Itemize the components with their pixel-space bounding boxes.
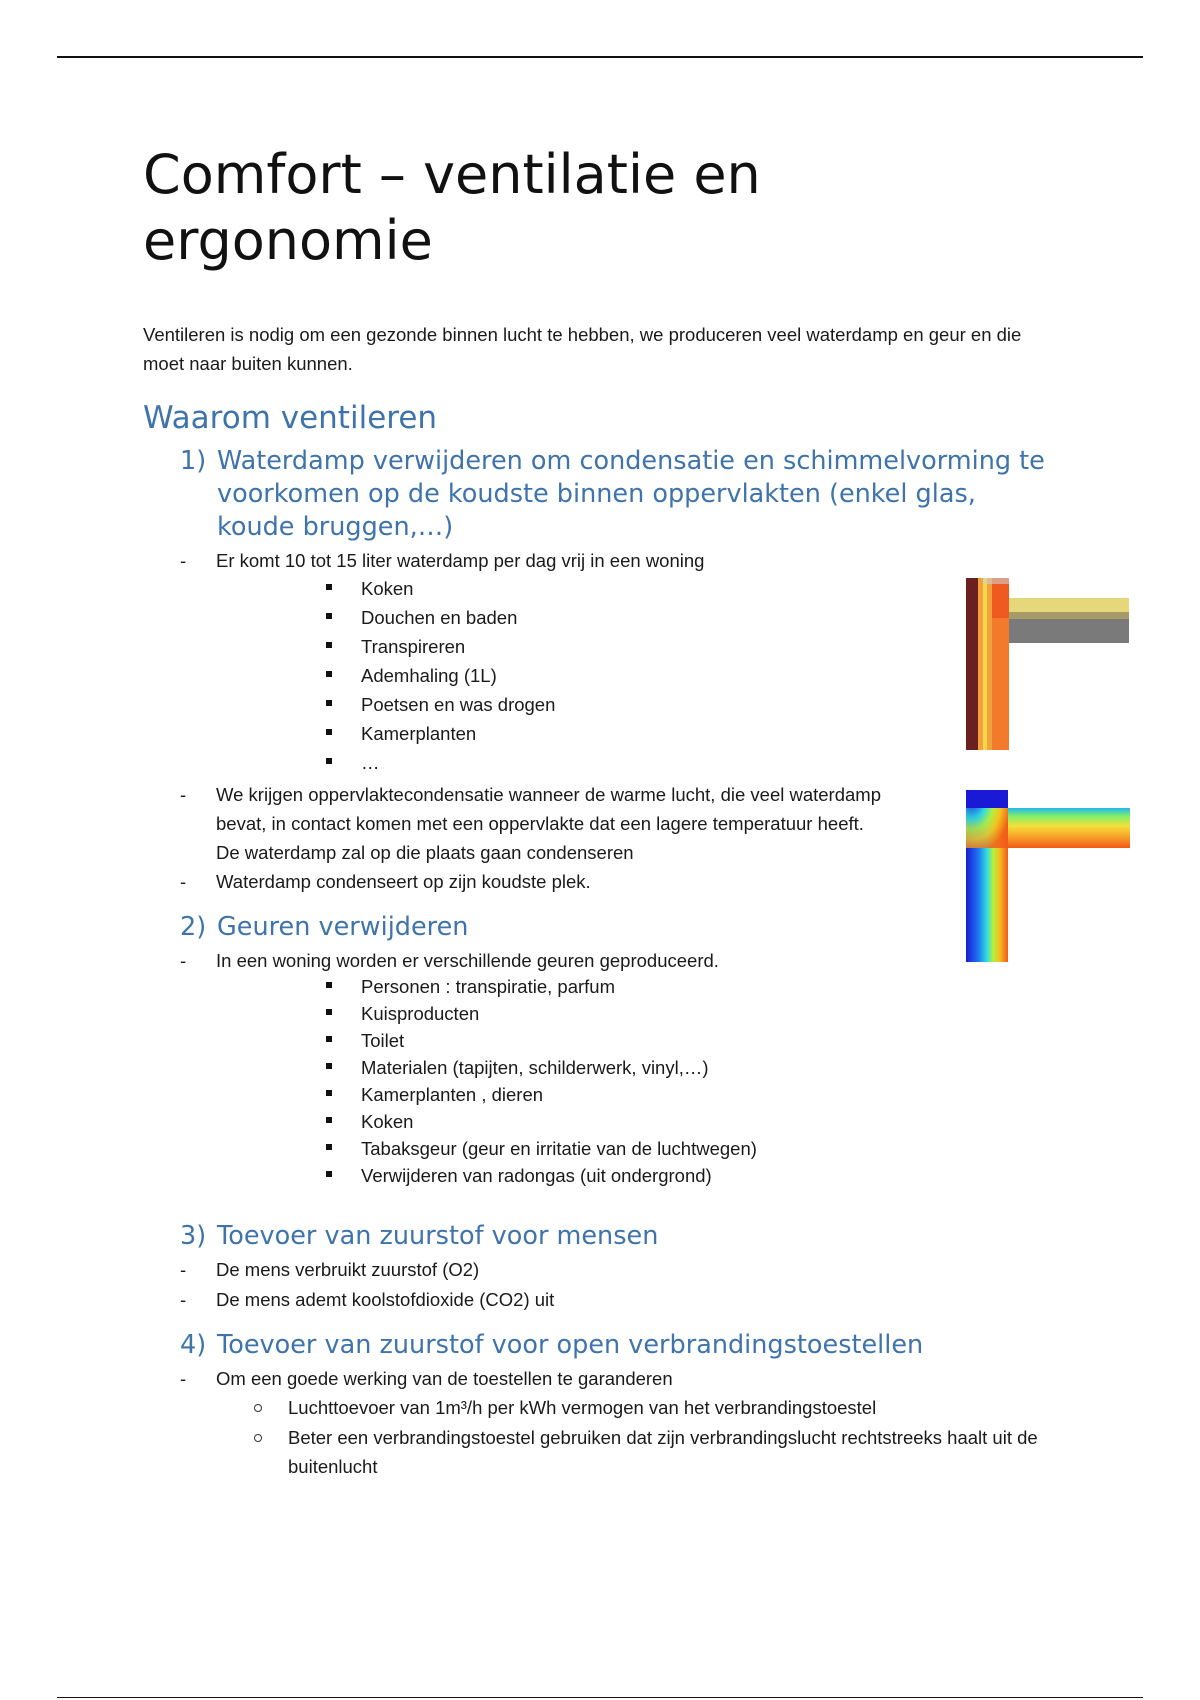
dash-marker: - (180, 950, 187, 971)
list-item: Poetsen en was drogen (361, 694, 556, 715)
list-item: We krijgen oppervlaktecondensatie wanneer de warme lucht, die veel waterdamp bevat, in contact komen met een oppervlakte dat een lagere temperatuur heeft. De waterdamp zal op die plaats gaan condenseren (216, 784, 881, 863)
bullet-marker (326, 729, 332, 735)
list-item: Personen : transpiratie, parfum (361, 976, 615, 997)
dash-marker: - (180, 1259, 187, 1280)
list-item: Kamerplanten (361, 723, 477, 744)
insulation-layer (1009, 598, 1129, 614)
wall-section-diagram (966, 578, 1130, 753)
subheading-1: 1) Waterdamp verwijderen om condensatie en schimmelvorming te voorkomen op de koudste binnen oppervlakten (enkel glas, koude bruggen,…) (180, 446, 1045, 542)
list-item: Om een goede werking van de toestellen te garanderen (216, 1368, 673, 1389)
wall-cavity (983, 578, 987, 750)
dash-marker: - (180, 784, 187, 805)
list-item: In een woning worden er verschillende geuren geproduceerd. (216, 950, 719, 971)
bullet-marker (326, 1117, 332, 1123)
dash-marker: - (180, 871, 187, 892)
bullet-marker (326, 700, 332, 706)
list-item: Verwijderen van radongas (uit ondergrond) (361, 1165, 712, 1186)
bullet-marker (326, 1144, 332, 1150)
list-item: Tabaksgeur (geur en irritatie van de luchtwegen) (361, 1138, 757, 1159)
list-item: Ademhaling (1L) (361, 665, 497, 686)
list-item: Koken (361, 1111, 414, 1132)
roof-temperature-field (1008, 808, 1130, 848)
dash-marker: - (180, 1289, 187, 1310)
bullet-marker (326, 584, 332, 590)
intro-paragraph: Ventileren is nodig om een gezonde binnen lucht te hebben, we produceren veel waterdamp en geur en die moet naar buiten kunnen. (143, 324, 1022, 374)
list-item: Douchen en baden (361, 607, 518, 628)
wall-cap (983, 578, 1009, 584)
list-item: Materialen (tapijten, schilderwerk, vinyl,…) (361, 1057, 709, 1078)
list-item: Luchttoevoer van 1m³/h per kWh vermogen van het verbrandingstoestel (288, 1397, 877, 1418)
subheading-3: 3) Toevoer van zuurstof voor mensen (180, 1221, 659, 1251)
dash-marker: - (180, 1368, 187, 1389)
list-item: Kuisproducten (361, 1003, 480, 1024)
bullet-marker (326, 1090, 332, 1096)
list-item: Transpireren (361, 636, 466, 657)
thermal-simulation-diagram (966, 790, 1130, 964)
bullet-marker (326, 1171, 332, 1177)
top-rule (57, 56, 1143, 58)
bullet-marker (326, 982, 332, 988)
bullet-marker (326, 642, 332, 648)
list-item: Waterdamp condenseert op zijn koudste plek. (216, 871, 591, 892)
circle-marker (254, 1404, 262, 1412)
roof-slab (1009, 619, 1129, 643)
dash-marker: - (180, 550, 187, 571)
list-item: De mens ademt koolstofdioxide (CO2) uit (216, 1289, 555, 1310)
list-item: Beter een verbrandingstoestel gebruiken dat zijn verbrandingslucht rechtstreeks haalt uit de buitenlucht (288, 1427, 1038, 1477)
page-title: Comfort – ventilatie en ergonomie (143, 143, 761, 272)
list-item: Kamerplanten , dieren (361, 1084, 544, 1105)
bullet-marker (326, 1009, 332, 1015)
subheading-4: 4) Toevoer van zuurstof voor open verbrandingstoestellen (180, 1330, 924, 1360)
bullet-marker (326, 613, 332, 619)
section-heading: Waarom ventileren (143, 400, 438, 436)
bottom-rule (57, 1697, 1143, 1698)
list-item: De mens verbruikt zuurstof (O2) (216, 1259, 480, 1280)
bullet-marker (326, 1036, 332, 1042)
list-item: … (361, 752, 380, 773)
outer-wall-layer (966, 578, 978, 750)
circle-marker (254, 1434, 262, 1442)
bullet-marker (326, 1063, 332, 1069)
cold-edge (966, 790, 1008, 808)
list-item: Er komt 10 tot 15 liter waterdamp per dag vrij in een woning (216, 550, 705, 571)
subheading-2: 2) Geuren verwijderen (180, 912, 469, 942)
bullet-marker (326, 758, 332, 764)
bullet-marker (326, 671, 332, 677)
list-item: Toilet (361, 1030, 405, 1051)
list-item: Koken (361, 578, 414, 599)
roof-membrane (1009, 612, 1129, 619)
